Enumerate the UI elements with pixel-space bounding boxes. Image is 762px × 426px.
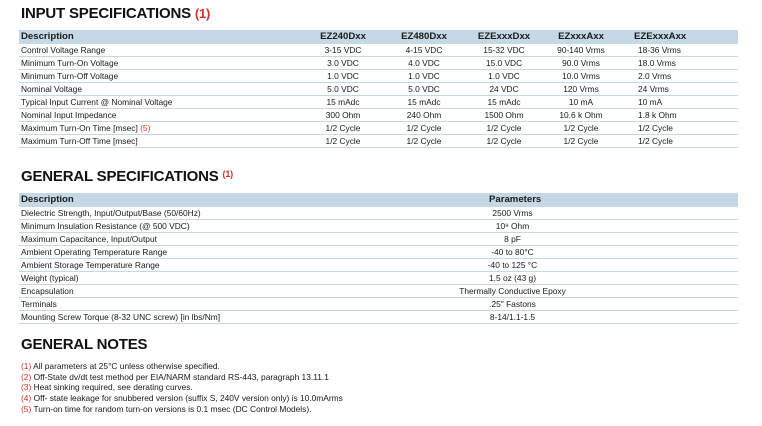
- input-spec-description: [19, 96, 302, 109]
- input-spec-value: 240 Ohm: [384, 109, 464, 122]
- input-specs-title: INPUT SPECIFICATIONS: [21, 5, 191, 22]
- general-spec-value: 1.5 oz (43 g): [325, 272, 738, 285]
- note-text: Off-State dv/dt test method per EIA/NARM standard RS-443, paragraph 13.11.1: [33, 371, 329, 382]
- general-spec-row: [19, 272, 738, 285]
- input-spec-row: [19, 135, 738, 148]
- input-spec-description-text: Minimum Turn-On Voltage: [21, 58, 119, 68]
- input-spec-description-text: Nominal Voltage: [21, 84, 82, 94]
- general-spec-value: .25" Fastons: [325, 298, 738, 311]
- input-spec-value: 10.6 k Ohm: [544, 109, 618, 122]
- input-spec-value: 15-32 VDC: [464, 44, 544, 57]
- input-header-ezxxxaxx: EZxxxAxx: [544, 30, 618, 44]
- note-text: Turn-on time for random turn-on versions is 0.1 msec (DC Control Models).: [33, 403, 312, 414]
- input-spec-value: 300 Ohm: [302, 109, 384, 122]
- general-spec-description: Encapsulation: [19, 285, 325, 298]
- input-spec-value: 10 mA: [544, 96, 618, 109]
- note-item: [21, 361, 343, 372]
- input-specs-header-row: [19, 30, 738, 44]
- general-notes-title: GENERAL NOTES: [21, 336, 148, 353]
- input-spec-value: 1/2 Cycle: [384, 135, 464, 148]
- general-spec-description: Terminals: [19, 298, 325, 311]
- input-spec-value: 1.0 VDC: [302, 70, 384, 83]
- general-spec-row: [19, 298, 738, 311]
- input-spec-value: 1/2 Cycle: [618, 122, 738, 135]
- input-spec-value: 24 Vrms: [618, 83, 738, 96]
- input-spec-value: 3-15 VDC: [302, 44, 384, 57]
- note-item: [21, 372, 343, 383]
- note-text: Heat sinking required, see derating curves.: [33, 382, 193, 393]
- general-spec-row: [19, 285, 738, 298]
- general-specs-heading: [21, 168, 233, 185]
- input-spec-value: 1/2 Cycle: [302, 122, 384, 135]
- input-spec-value: 24 VDC: [464, 83, 544, 96]
- input-spec-value: 90.0 Vrms: [544, 57, 618, 70]
- input-spec-row: [19, 70, 738, 83]
- input-spec-row: [19, 57, 738, 70]
- input-spec-value: 15 mAdc: [384, 96, 464, 109]
- general-spec-description: Dielectric Strength, Input/Output/Base (50/60Hz): [19, 207, 325, 220]
- input-spec-value: 1/2 Cycle: [302, 135, 384, 148]
- input-spec-value: 18.0 Vrms: [618, 57, 738, 70]
- input-spec-description-text: Maximum Turn-Off Time [msec]: [21, 136, 138, 146]
- input-header-ez240dxx: EZ240Dxx: [302, 30, 384, 44]
- general-header-description: Description: [19, 193, 325, 207]
- input-spec-value: 1/2 Cycle: [544, 135, 618, 148]
- input-spec-value: 15 mAdc: [302, 96, 384, 109]
- input-header-description: Description: [19, 30, 302, 44]
- general-spec-value: 2500 Vrms: [325, 207, 738, 220]
- input-spec-description-text: Maximum Turn-On Time [msec]: [21, 123, 138, 133]
- input-spec-description: [19, 122, 302, 135]
- input-specs-table: [19, 30, 738, 148]
- general-header-parameters: Parameters: [325, 193, 738, 207]
- input-spec-value: 2.0 Vrms: [618, 70, 738, 83]
- general-spec-description: Weight (typical): [19, 272, 325, 285]
- note-item: [21, 393, 343, 404]
- input-spec-description: [19, 109, 302, 122]
- general-spec-row: [19, 220, 738, 233]
- note-text: Off- state leakage for snubbered version (suffix S, 240V version only) is 10.0mArms: [33, 393, 343, 404]
- note-number: (2): [21, 371, 32, 382]
- general-spec-row: [19, 207, 738, 220]
- general-spec-row: [19, 246, 738, 259]
- input-header-ezexxxaxx: EZExxxAxx: [618, 30, 738, 44]
- general-spec-value: 8 pF: [325, 233, 738, 246]
- note-number: (5): [21, 403, 32, 414]
- general-spec-description: Ambient Operating Temperature Range: [19, 246, 325, 259]
- general-spec-row: [19, 233, 738, 246]
- input-spec-value: 10.0 Vrms: [544, 70, 618, 83]
- input-spec-value: 1500 Ohm: [464, 109, 544, 122]
- general-specs-ref: (1): [222, 169, 233, 179]
- input-spec-value: 15 mAdc: [464, 96, 544, 109]
- general-specs-table: [19, 193, 738, 324]
- input-spec-description-text: Nominal Input Impedance: [21, 110, 117, 120]
- general-spec-row: [19, 311, 738, 324]
- general-notes-list: [21, 361, 343, 415]
- input-spec-row: [19, 109, 738, 122]
- note-item: [21, 382, 343, 393]
- general-spec-value: Thermally Conductive Epoxy: [325, 285, 738, 298]
- input-spec-value: 4.0 VDC: [384, 57, 464, 70]
- general-spec-description: Ambient Storage Temperature Range: [19, 259, 325, 272]
- note-number: (3): [21, 382, 32, 393]
- input-spec-description: [19, 44, 302, 57]
- input-spec-row: [19, 122, 738, 135]
- input-spec-value: 1.0 VDC: [384, 70, 464, 83]
- input-spec-row: [19, 44, 738, 57]
- input-spec-value: 1/2 Cycle: [464, 135, 544, 148]
- general-spec-description: Maximum Capacitance, Input/Output: [19, 233, 325, 246]
- input-spec-value: 15.0 VDC: [464, 57, 544, 70]
- input-spec-description: [19, 70, 302, 83]
- input-spec-value: 1.0 VDC: [464, 70, 544, 83]
- general-spec-description: Mounting Screw Torque (8-32 UNC screw) [in lbs/Nm]: [19, 311, 325, 324]
- input-specs-ref: (1): [194, 6, 211, 21]
- input-spec-value: 3.0 VDC: [302, 57, 384, 70]
- general-specs-title: GENERAL SPECIFICATIONS: [21, 168, 219, 185]
- general-specs-header-row: [19, 193, 738, 207]
- input-spec-description: [19, 135, 302, 148]
- note-number: (1): [21, 361, 32, 371]
- input-spec-value: 5.0 VDC: [302, 83, 384, 96]
- input-header-ez480dxx: EZ480Dxx: [384, 30, 464, 44]
- input-spec-row: [19, 83, 738, 96]
- general-spec-description: Minimum Insulation Resistance (@ 500 VDC): [19, 220, 325, 233]
- input-spec-description-text: Control Voltage Range: [21, 45, 106, 55]
- input-spec-row: [19, 96, 738, 109]
- note-number: (4): [21, 393, 32, 404]
- input-spec-description-text: Minimum Turn-Off Voltage: [21, 71, 119, 81]
- input-spec-value: 18-36 Vrms: [618, 44, 738, 57]
- input-spec-value: 120 Vrms: [544, 83, 618, 96]
- note-text: All parameters at 25°C unless otherwise specified.: [33, 361, 220, 371]
- note-item: [21, 404, 343, 415]
- input-spec-value: 1/2 Cycle: [464, 122, 544, 135]
- input-spec-value: 1/2 Cycle: [384, 122, 464, 135]
- input-spec-value: 1.8 k Ohm: [618, 109, 738, 122]
- input-header-ezexxxdxx: EZExxxDxx: [464, 30, 544, 44]
- input-spec-value: 4-15 VDC: [384, 44, 464, 57]
- input-spec-value: 1/2 Cycle: [618, 135, 738, 148]
- general-spec-value: 10⁹ Ohm: [325, 220, 738, 233]
- note-ref: (5): [140, 123, 151, 133]
- general-spec-row: [19, 259, 738, 272]
- general-spec-value: -40 to 125 °C: [325, 259, 738, 272]
- input-spec-value: 90-140 Vrms: [544, 44, 618, 57]
- input-spec-value: 1/2 Cycle: [544, 122, 618, 135]
- general-spec-value: -40 to 80°C: [325, 246, 738, 259]
- input-spec-description-text: Typical Input Current @ Nominal Voltage: [21, 97, 173, 107]
- general-spec-value: 8-14/1.1-1.5: [325, 311, 738, 324]
- general-notes-heading: [21, 336, 147, 353]
- input-specs-heading: [21, 5, 210, 22]
- input-spec-description: [19, 57, 302, 70]
- input-spec-value: 10 mA: [618, 96, 738, 109]
- input-spec-description: [19, 83, 302, 96]
- input-spec-value: 5.0 VDC: [384, 83, 464, 96]
